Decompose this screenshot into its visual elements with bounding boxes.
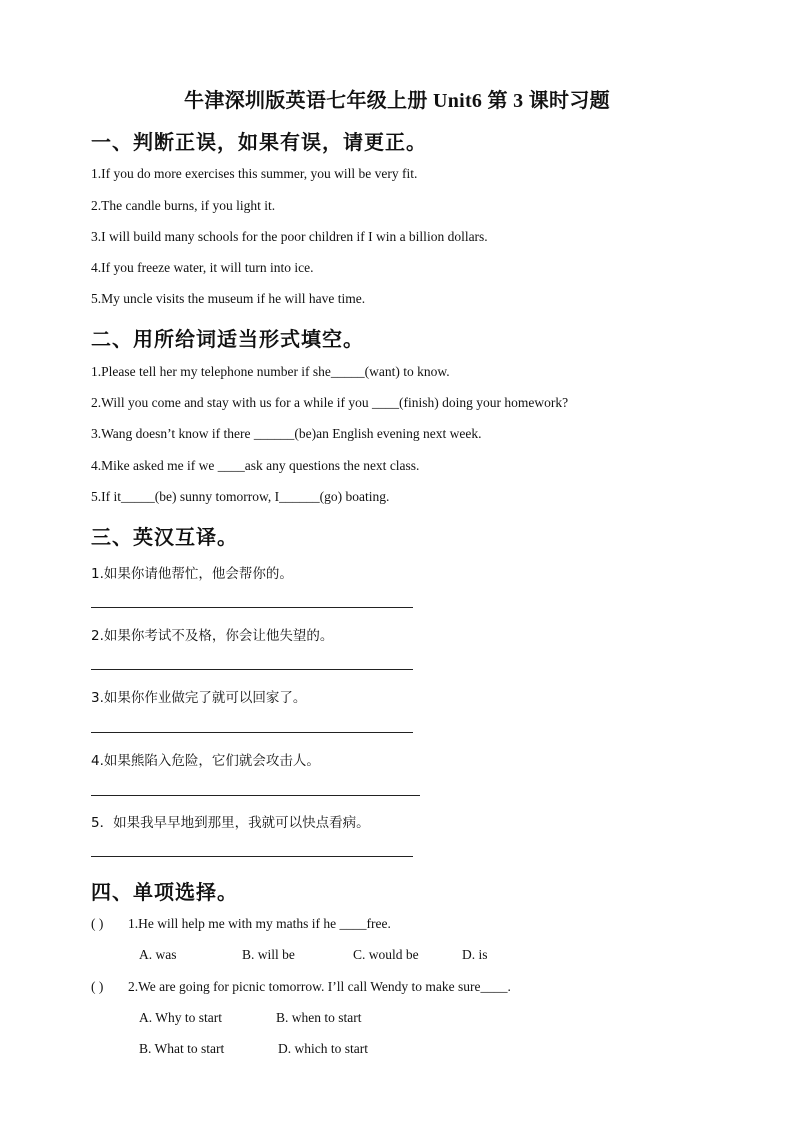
mc-question-1-bracket: ( ) — [91, 916, 104, 931]
section-4-heading: 四、单项选择。 — [91, 880, 238, 904]
section-1-heading: 一、判断正误，如果有误，请更正。 — [91, 130, 427, 154]
s1-item-1: 1.If you do more exercises this summer, you will be very fit. — [91, 166, 418, 181]
section-2-heading: 二、用所给词适当形式填空。 — [91, 327, 364, 351]
s2-item-1: 1.Please tell her my telephone number if she_____(want) to know. — [91, 364, 450, 379]
s2-item-2: 2.Will you come and stay with us for a while if you ____(finish) doing your homework? — [91, 395, 569, 410]
s3-item-3: 3.如果你作业做完了就可以回家了。 — [91, 690, 307, 706]
s3-item-5: 5．如果我早早地到那里，我就可以快点看病。 — [91, 815, 370, 831]
answer-line-2 — [91, 669, 413, 670]
s2-item-3: 3.Wang doesn’t know if there ______(be)an English evening next week. — [91, 426, 482, 441]
mc-question-1-stem: 1.He will help me with my maths if he ____free. — [128, 916, 391, 931]
mc-q1-option-c: C. would be — [353, 947, 419, 962]
section-3-heading: 三、英汉互译。 — [91, 525, 238, 549]
mc-question-2-stem: 2.We are going for picnic tomorrow. I’ll call Wendy to make sure____. — [128, 979, 511, 994]
s1-item-4: 4.If you freeze water, it will turn into ice. — [91, 260, 314, 275]
s3-item-4: 4.如果熊陷入危险，它们就会攻击人。 — [91, 753, 320, 769]
answer-line-3 — [91, 732, 413, 733]
mc-q1-option-a: A. was — [139, 947, 177, 962]
s3-item-1: 1.如果你请他帮忙，他会帮你的。 — [91, 566, 293, 582]
mc-q2-option-a: A. Why to start — [139, 1010, 222, 1025]
s2-item-4: 4.Mike asked me if we ____ask any questions the next class. — [91, 458, 420, 473]
mc-q1-option-d: D. is — [462, 947, 488, 962]
mc-q2-option-d: D. which to start — [278, 1041, 368, 1056]
answer-line-1 — [91, 607, 413, 608]
answer-line-5 — [91, 856, 413, 857]
mc-q1-option-b: B. will be — [242, 947, 295, 962]
mc-q2-option-b: B. when to start — [276, 1010, 362, 1025]
mc-question-2-bracket: ( ) — [91, 979, 104, 994]
s3-item-2: 2.如果你考试不及格，你会让他失望的。 — [91, 628, 334, 644]
s2-item-5: 5.If it_____(be) sunny tomorrow, I______(go) boating. — [91, 489, 390, 504]
page-title: 牛津深圳版英语七年级上册 Unit6 第 3 课时习题 — [184, 90, 610, 112]
s1-item-2: 2.The candle burns, if you light it. — [91, 198, 276, 213]
s1-item-3: 3.I will build many schools for the poor children if I win a billion dollars. — [91, 229, 488, 244]
answer-line-4 — [91, 795, 420, 796]
mc-q2-option-c: B. What to start — [139, 1041, 225, 1056]
s1-item-5: 5.My uncle visits the museum if he will have time. — [91, 291, 366, 306]
